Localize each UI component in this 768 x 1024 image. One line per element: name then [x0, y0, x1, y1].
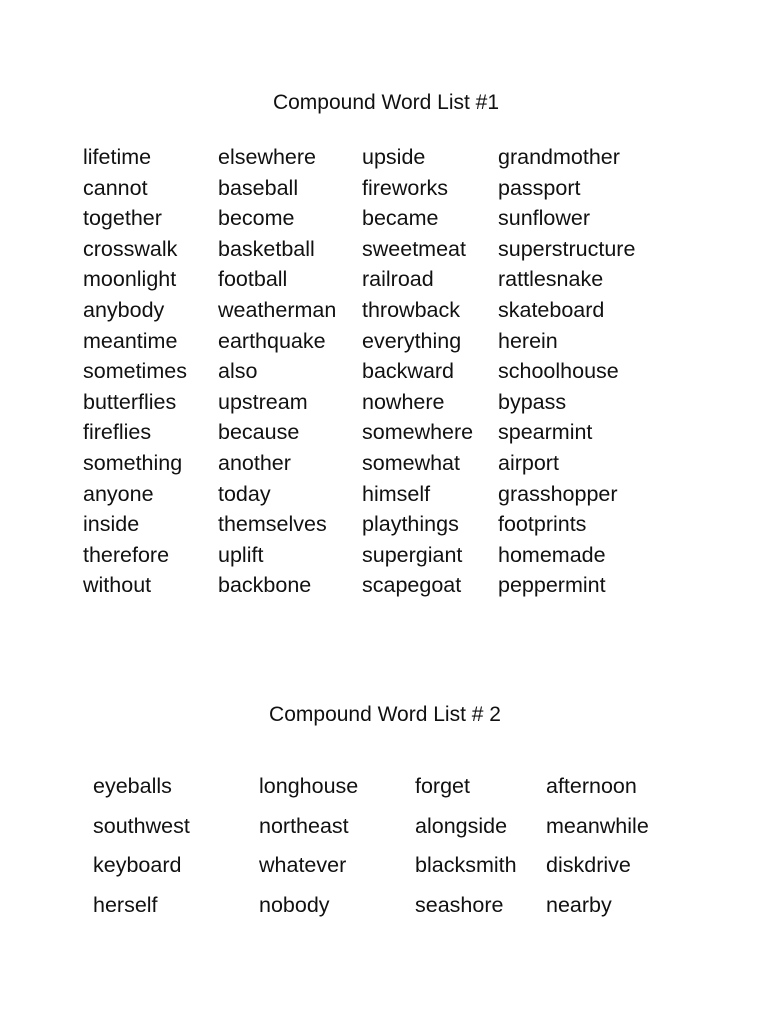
- list-1-title: Compound Word List #1: [272, 91, 500, 114]
- word-item: playthings: [362, 512, 459, 537]
- list-1-column-4: [498, 142, 635, 601]
- word-item: peppermint: [498, 573, 606, 598]
- list-2-column-4: [546, 767, 649, 926]
- word-item: therefore: [83, 542, 170, 567]
- word-item: scapegoat: [362, 573, 462, 598]
- word-item: herself: [93, 893, 158, 918]
- word-item: inside: [83, 512, 140, 537]
- word-item: everything: [362, 328, 462, 353]
- word-item: themselves: [218, 512, 327, 537]
- word-item: railroad: [362, 267, 434, 292]
- word-item: upstream: [218, 389, 308, 414]
- word-item: blacksmith: [415, 853, 517, 878]
- word-item: seashore: [415, 893, 504, 918]
- word-item: eyeballs: [93, 774, 172, 798]
- word-item: superstructure: [498, 236, 636, 261]
- word-item: football: [218, 267, 288, 292]
- word-item: supergiant: [362, 542, 463, 567]
- word-item: skateboard: [498, 297, 605, 322]
- list-2-column-3: [415, 767, 517, 926]
- word-item: grasshopper: [498, 481, 618, 506]
- word-item: backbone: [218, 573, 312, 598]
- word-item: throwback: [362, 297, 460, 322]
- word-item: airport: [498, 450, 559, 475]
- word-item: sometimes: [83, 359, 187, 384]
- word-item: because: [218, 420, 300, 445]
- word-item: backward: [362, 359, 455, 384]
- word-item: lifetime: [83, 145, 152, 169]
- word-item: northeast: [259, 813, 349, 838]
- list-1-column-2: [218, 142, 336, 601]
- word-item: basketball: [218, 236, 315, 261]
- list-1-column-1: [83, 142, 187, 601]
- word-item: footprints: [498, 512, 587, 537]
- word-item: baseball: [218, 175, 299, 200]
- word-item: anybody: [83, 297, 165, 322]
- word-item: moonlight: [83, 267, 177, 292]
- word-item: schoolhouse: [498, 359, 619, 384]
- word-item: meantime: [83, 328, 178, 353]
- word-item: longhouse: [259, 774, 359, 798]
- word-item: butterflies: [83, 389, 177, 414]
- word-item: fireworks: [362, 175, 449, 200]
- word-item: crosswalk: [83, 236, 178, 261]
- word-item: forget: [415, 774, 470, 798]
- word-item: somewhat: [362, 450, 460, 475]
- word-item: another: [218, 450, 291, 475]
- word-item: together: [83, 206, 162, 231]
- list-2-title: Compound Word List # 2: [269, 703, 501, 726]
- word-item: uplift: [218, 542, 264, 567]
- word-item: alongside: [415, 813, 508, 838]
- word-item: whatever: [259, 853, 347, 878]
- word-item: southwest: [93, 813, 190, 838]
- word-item: upside: [362, 145, 426, 169]
- word-item: homemade: [498, 542, 606, 567]
- word-item: sweetmeat: [362, 236, 466, 261]
- word-item: grandmother: [498, 145, 620, 169]
- word-item: anyone: [83, 481, 154, 506]
- word-item: bypass: [498, 389, 567, 414]
- word-item: earthquake: [218, 328, 326, 353]
- word-item: herein: [498, 328, 558, 353]
- list-2-column-1: [93, 767, 190, 926]
- word-item: also: [218, 359, 258, 384]
- word-item: nearby: [546, 893, 612, 918]
- word-item: nowhere: [362, 389, 445, 414]
- word-item: meanwhile: [546, 813, 649, 838]
- word-item: keyboard: [93, 853, 182, 878]
- word-item: passport: [498, 175, 581, 200]
- word-item: sunflower: [498, 206, 591, 231]
- word-item: become: [218, 206, 295, 231]
- list-1-column-3: [362, 142, 473, 601]
- word-item: somewhere: [362, 420, 474, 445]
- word-item: himself: [362, 481, 431, 506]
- word-item: spearmint: [498, 420, 593, 445]
- word-item: cannot: [83, 175, 148, 200]
- word-item: elsewhere: [218, 145, 316, 169]
- word-item: today: [218, 481, 271, 506]
- word-item: something: [83, 450, 183, 475]
- list-2-column-2: [259, 767, 358, 926]
- word-item: became: [362, 206, 439, 231]
- word-item: fireflies: [83, 420, 152, 445]
- word-item: nobody: [259, 893, 330, 918]
- word-item: without: [83, 573, 152, 598]
- word-item: weatherman: [218, 297, 337, 322]
- word-item: rattlesnake: [498, 267, 604, 292]
- word-item: diskdrive: [546, 853, 631, 878]
- word-item: afternoon: [546, 774, 637, 798]
